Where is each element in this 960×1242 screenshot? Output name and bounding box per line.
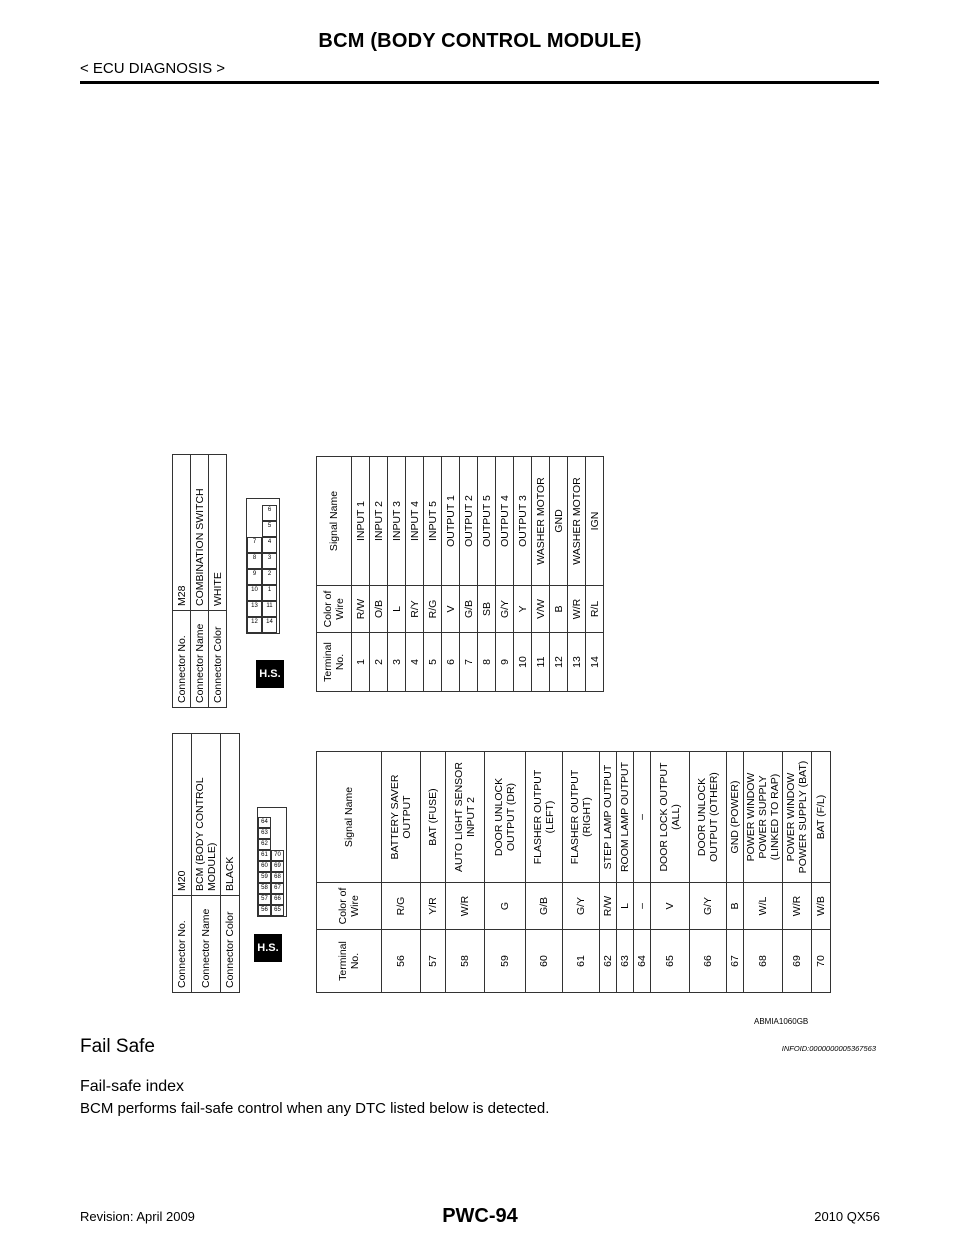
connector-pin-bottom: 67	[271, 883, 284, 894]
connector-pin-top: 59	[258, 872, 271, 883]
terminal-number: 62	[600, 930, 617, 993]
connector-number: M28	[173, 455, 191, 611]
wire-color: SB	[478, 586, 496, 633]
connector-pin-top: 9	[247, 569, 262, 585]
terminal-row	[563, 752, 600, 993]
section-title: Fail Safe	[80, 1036, 155, 1057]
terminal-row	[744, 752, 783, 993]
terminal-row	[600, 752, 617, 993]
signal-name: BATTERY SAVER OUTPUT	[382, 752, 421, 883]
terminal-number: 56	[382, 930, 421, 993]
connector-color: WHITE	[209, 455, 227, 611]
terminal-number: 14	[586, 633, 604, 692]
footer-revision: Revision: April 2009	[80, 1209, 195, 1224]
terminal-number: 63	[617, 930, 634, 993]
signal-name: INPUT 2	[370, 457, 388, 586]
wire-color: R/G	[424, 586, 442, 633]
terminal-number: 3	[388, 633, 406, 692]
signal-name: OUTPUT 1	[442, 457, 460, 586]
connector-pin-top: 56	[258, 905, 271, 916]
terminal-row	[651, 752, 690, 993]
connector-pin-bottom: 1	[262, 585, 277, 601]
signal-name: IGN	[586, 457, 604, 586]
terminal-number: 9	[496, 633, 514, 692]
wire-color: R/W	[600, 883, 617, 930]
signal-name: OUTPUT 2	[460, 457, 478, 586]
wire-color: Y	[514, 586, 532, 633]
info-key: Connector Color	[221, 896, 240, 993]
terminal-row	[526, 752, 563, 993]
signal-name: DOOR LOCK OUTPUT (ALL)	[651, 752, 690, 883]
col-color-header: Color of Wire	[317, 883, 382, 930]
connector-pin-bottom: 11	[262, 601, 277, 617]
body-paragraph: BCM performs fail-safe control when any DTC listed below is detected.	[80, 1100, 550, 1117]
connector-face-m28	[246, 498, 280, 634]
figure-id: ABMIA1060GB	[754, 1017, 809, 1026]
connector-pin-bottom: 68	[271, 872, 284, 883]
terminal-row	[370, 457, 388, 692]
wire-color: G	[485, 883, 526, 930]
footer-model: 2010 QX56	[814, 1209, 880, 1224]
terminal-row	[382, 752, 421, 993]
wire-color: W/L	[744, 883, 783, 930]
terminal-row	[421, 752, 446, 993]
wire-color: V/W	[532, 586, 550, 633]
info-key: Connector Name	[192, 896, 221, 993]
connector-pin-bottom: 69	[271, 861, 284, 872]
col-terminal-header: Terminal No.	[317, 633, 352, 692]
terminal-number: 59	[485, 930, 526, 993]
wire-color: W/B	[812, 883, 831, 930]
wire-color: G/Y	[563, 883, 600, 930]
terminal-number: 68	[744, 930, 783, 993]
terminal-number: 7	[460, 633, 478, 692]
terminal-row	[812, 752, 831, 993]
right-terminal-table	[316, 456, 604, 692]
terminal-row	[388, 457, 406, 692]
terminal-row	[406, 457, 424, 692]
wire-color: W/R	[783, 883, 812, 930]
terminal-row	[442, 457, 460, 692]
terminal-number: 69	[783, 930, 812, 993]
terminal-number: 13	[568, 633, 586, 692]
page-title: BCM (BODY CONTROL MODULE)	[318, 30, 642, 52]
terminal-row	[485, 752, 526, 993]
terminal-number: 11	[532, 633, 550, 692]
terminal-number: 65	[651, 930, 690, 993]
wire-color: G/Y	[496, 586, 514, 633]
terminal-number: 66	[690, 930, 727, 993]
signal-name: STEP LAMP OUTPUT	[600, 752, 617, 883]
connector-pin-bottom: 5	[262, 521, 277, 537]
terminal-number: 64	[634, 930, 651, 993]
info-key: Connector No.	[173, 611, 191, 708]
terminal-number: 58	[446, 930, 485, 993]
wire-color: Y/R	[421, 883, 446, 930]
harness-side-icon	[256, 660, 284, 688]
terminal-row	[352, 457, 370, 692]
signal-name: FLASHER OUTPUT (RIGHT)	[563, 752, 600, 883]
terminal-row	[478, 457, 496, 692]
terminal-number: 4	[406, 633, 424, 692]
terminal-row	[424, 457, 442, 692]
wire-color: B	[727, 883, 744, 930]
terminal-row	[727, 752, 744, 993]
wire-color: R/G	[382, 883, 421, 930]
hs-label: H.S.	[257, 942, 279, 954]
info-key: Connector Name	[191, 611, 209, 708]
wire-color: W/R	[568, 586, 586, 633]
signal-name: BAT (F/L)	[812, 752, 831, 883]
terminal-row	[568, 457, 586, 692]
terminal-number: 12	[550, 633, 568, 692]
signal-name: DOOR UNLOCK OUTPUT (OTHER)	[690, 752, 727, 883]
terminal-number: 2	[370, 633, 388, 692]
signal-name: OUTPUT 4	[496, 457, 514, 586]
terminal-row	[532, 457, 550, 692]
wire-color: G/Y	[690, 883, 727, 930]
signal-name: OUTPUT 3	[514, 457, 532, 586]
terminal-row	[586, 457, 604, 692]
connector-name: COMBINATION SWITCH	[191, 455, 209, 611]
connector-pin-top: 61	[258, 850, 271, 861]
signal-name: DOOR UNLOCK OUTPUT (DR)	[485, 752, 526, 883]
wire-color: B	[550, 586, 568, 633]
signal-name: ROOM LAMP OUTPUT	[617, 752, 634, 883]
subsection-title: Fail-safe index	[80, 1078, 185, 1095]
connector-pin-bottom: 66	[271, 894, 284, 905]
signal-name: BAT (FUSE)	[421, 752, 446, 883]
hs-label: H.S.	[259, 668, 281, 680]
harness-side-icon	[254, 934, 282, 962]
connector-pin-bottom: 4	[262, 537, 277, 553]
signal-name: GND	[550, 457, 568, 586]
signal-name: OUTPUT 5	[478, 457, 496, 586]
connector-number: M20	[173, 734, 192, 896]
section-breadcrumb: < ECU DIAGNOSIS >	[80, 60, 226, 77]
terminal-number: 8	[478, 633, 496, 692]
terminal-row	[783, 752, 812, 993]
wire-color: G/B	[460, 586, 478, 633]
terminal-number: 10	[514, 633, 532, 692]
wire-color: R/L	[586, 586, 604, 633]
terminal-number: 61	[563, 930, 600, 993]
signal-name: GND (POWER)	[727, 752, 744, 883]
wire-color: L	[388, 586, 406, 633]
header-rule	[80, 81, 879, 84]
terminal-row	[550, 457, 568, 692]
connector-pin-bottom: 2	[262, 569, 277, 585]
wire-color: W/R	[446, 883, 485, 930]
connector-pin-bottom: 65	[271, 905, 284, 916]
connector-face-m20	[257, 807, 287, 917]
connector-pin-bottom: 6	[262, 505, 277, 521]
info-key: Connector Color	[209, 611, 227, 708]
terminal-number: 57	[421, 930, 446, 993]
connector-pin-top: 64	[258, 817, 271, 828]
wire-color: R/W	[352, 586, 370, 633]
col-signal-header: Signal Name	[317, 457, 352, 586]
terminal-row	[634, 752, 651, 993]
terminal-number: 67	[727, 930, 744, 993]
connector-pin-top: 63	[258, 828, 271, 839]
connector-pin-top: 60	[258, 861, 271, 872]
signal-name: INPUT 5	[424, 457, 442, 586]
connector-pin-top: 58	[258, 883, 271, 894]
connector-pin-top: 8	[247, 553, 262, 569]
signal-name: WASHER MOTOR	[568, 457, 586, 586]
connector-pin-bottom: 3	[262, 553, 277, 569]
connector-pin-top: 62	[258, 839, 271, 850]
wire-color: G/B	[526, 883, 563, 930]
terminal-number: 70	[812, 930, 831, 993]
footer-page-number: PWC-94	[442, 1205, 518, 1227]
signal-name: INPUT 1	[352, 457, 370, 586]
col-signal-header: Signal Name	[317, 752, 382, 883]
wire-color: O/B	[370, 586, 388, 633]
left-terminal-table	[316, 751, 831, 993]
wire-color: R/Y	[406, 586, 424, 633]
signal-name: POWER WINDOW POWER SUPPLY (BAT)	[783, 752, 812, 883]
terminal-number: 5	[424, 633, 442, 692]
connector-pin-bottom: 14	[262, 617, 277, 633]
col-color-header: Color of Wire	[317, 586, 352, 633]
terminal-row	[690, 752, 727, 993]
connector-pin-top: 12	[247, 617, 262, 633]
connector-pin-top: 10	[247, 585, 262, 601]
wire-color: –	[634, 883, 651, 930]
connector-pin-top: 13	[247, 601, 262, 617]
signal-name: INPUT 3	[388, 457, 406, 586]
info-key: Connector No.	[173, 896, 192, 993]
terminal-number: 6	[442, 633, 460, 692]
terminal-number: 60	[526, 930, 563, 993]
wire-color: L	[617, 883, 634, 930]
connector-pin-top: 7	[247, 537, 262, 553]
terminal-row	[496, 457, 514, 692]
signal-name: POWER WINDOW POWER SUPPLY (LINKED TO RAP)	[744, 752, 783, 883]
right-connector-info	[172, 454, 227, 708]
terminal-row	[617, 752, 634, 993]
signal-name: INPUT 4	[406, 457, 424, 586]
connector-pin-bottom: 70	[271, 850, 284, 861]
info-id: INFOID:0000000005367563	[781, 1044, 876, 1053]
terminal-row	[446, 752, 485, 993]
terminal-number: 1	[352, 633, 370, 692]
signal-name: –	[634, 752, 651, 883]
terminal-row	[514, 457, 532, 692]
left-connector-info	[172, 733, 240, 993]
col-terminal-header: Terminal No.	[317, 930, 382, 993]
signal-name: AUTO LIGHT SENSOR INPUT 2	[446, 752, 485, 883]
connector-pin-top: 57	[258, 894, 271, 905]
wire-color: V	[651, 883, 690, 930]
signal-name: FLASHER OUTPUT (LEFT)	[526, 752, 563, 883]
connector-color: BLACK	[221, 734, 240, 896]
wire-color: V	[442, 586, 460, 633]
terminal-row	[460, 457, 478, 692]
signal-name: WASHER MOTOR	[532, 457, 550, 586]
connector-name: BCM (BODY CONTROL MODULE)	[192, 734, 221, 896]
